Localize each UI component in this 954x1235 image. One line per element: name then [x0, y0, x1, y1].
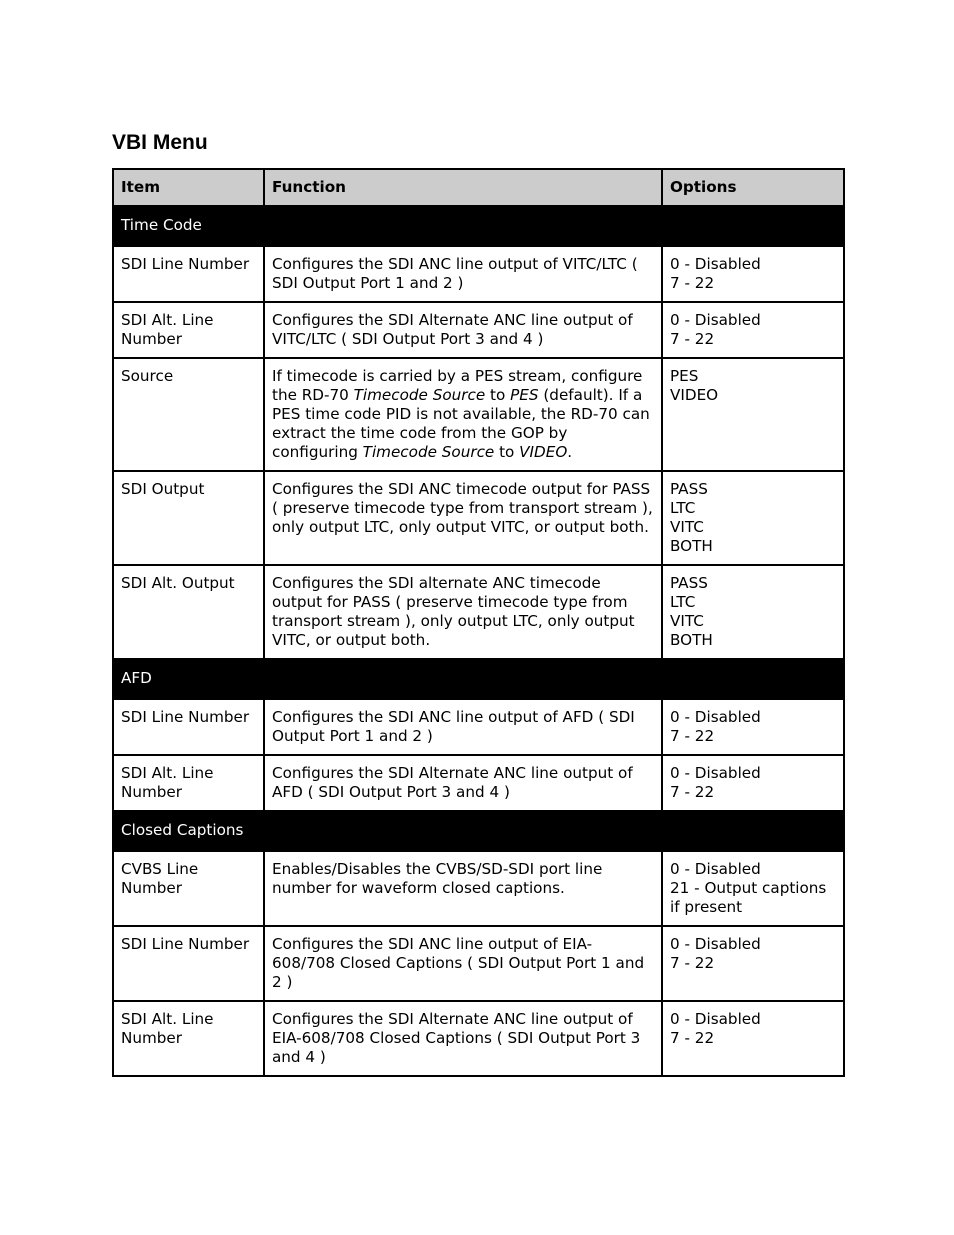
option-value: 7 - 22 [670, 954, 715, 972]
item-cell: SDI Line Number [113, 246, 264, 302]
function-text: to [485, 386, 511, 404]
section-row-closed-captions [113, 811, 844, 851]
item-cell: SDI Alt. Line Number [113, 302, 264, 358]
option-value: PASS [670, 574, 708, 592]
item-cell: SDI Alt. Line Number [113, 755, 264, 811]
function-text: . [567, 443, 573, 461]
item-cell: CVBS Line Number [113, 851, 264, 926]
table-row [113, 358, 844, 471]
section-row-afd [113, 659, 844, 699]
function-cell: Configures the SDI ANC timecode output for PASS ( preserve timecode type from transport stream ), only output LTC, only output VITC, or output both. [264, 471, 662, 565]
option-value: 0 - Disabled [670, 1010, 761, 1028]
function-cell [264, 358, 662, 471]
option-value: BOTH [670, 537, 713, 555]
function-cell: Configures the SDI Alternate ANC line output of EIA-608/708 Closed Captions ( SDI Output Port 3 and 4 ) [264, 1001, 662, 1076]
option-value: PES [670, 367, 699, 385]
item-cell: SDI Alt. Line Number [113, 1001, 264, 1076]
section-label: Time Code [113, 206, 844, 246]
options-cell [662, 699, 844, 755]
function-cell: Configures the SDI ANC line output of EIA-608/708 Closed Captions ( SDI Output Port 1 and 2 ) [264, 926, 662, 1001]
table-header-row [113, 169, 844, 206]
item-cell: SDI Output [113, 471, 264, 565]
option-value: 0 - Disabled [670, 860, 761, 878]
option-value: 21 - Output captions if present [670, 879, 827, 916]
header-item: Item [113, 169, 264, 206]
table-row [113, 755, 844, 811]
options-cell [662, 471, 844, 565]
table-row [113, 699, 844, 755]
options-cell [662, 755, 844, 811]
options-cell [662, 1001, 844, 1076]
options-cell [662, 926, 844, 1001]
option-value: 7 - 22 [670, 274, 715, 292]
option-value: 7 - 22 [670, 727, 715, 745]
function-emphasis: Timecode Source [353, 386, 486, 404]
item-cell: SDI Line Number [113, 926, 264, 1001]
option-value: PASS [670, 480, 708, 498]
option-value: BOTH [670, 631, 713, 649]
vbi-menu-table [112, 168, 845, 1077]
page-title: VBI Menu [112, 131, 208, 154]
options-cell [662, 246, 844, 302]
item-cell: SDI Line Number [113, 699, 264, 755]
function-emphasis: PES [510, 386, 539, 404]
function-cell: Configures the SDI Alternate ANC line output of AFD ( SDI Output Port 3 and 4 ) [264, 755, 662, 811]
option-value: VITC [670, 612, 704, 630]
function-cell: Configures the SDI Alternate ANC line output of VITC/LTC ( SDI Output Port 3 and 4 ) [264, 302, 662, 358]
option-value: VIDEO [670, 386, 719, 404]
function-cell: Configures the SDI ANC line output of AFD ( SDI Output Port 1 and 2 ) [264, 699, 662, 755]
section-label: Closed Captions [113, 811, 844, 851]
option-value: 7 - 22 [670, 330, 715, 348]
function-emphasis: Timecode Source [362, 443, 495, 461]
option-value: 7 - 22 [670, 783, 715, 801]
function-cell: Configures the SDI ANC line output of VITC/LTC ( SDI Output Port 1 and 2 ) [264, 246, 662, 302]
table-row [113, 565, 844, 659]
options-cell [662, 565, 844, 659]
function-text: (default). If a PES time code PID is not available, the RD-70 can extract the time code from the GOP by configuring [272, 386, 650, 461]
header-options: Options [662, 169, 844, 206]
function-cell: Configures the SDI alternate ANC timecode output for PASS ( preserve timecode type from transport stream ), only output LTC, only output VITC, or output both. [264, 565, 662, 659]
option-value: 7 - 22 [670, 1029, 715, 1047]
option-value: 0 - Disabled [670, 255, 761, 273]
header-function: Function [264, 169, 662, 206]
function-cell: Enables/Disables the CVBS/SD-SDI port line number for waveform closed captions. [264, 851, 662, 926]
item-cell: SDI Alt. Output [113, 565, 264, 659]
item-cell: Source [113, 358, 264, 471]
option-value: 0 - Disabled [670, 764, 761, 782]
option-value: 0 - Disabled [670, 708, 761, 726]
table-row [113, 1001, 844, 1076]
options-cell [662, 851, 844, 926]
table-row [113, 302, 844, 358]
section-label: AFD [113, 659, 844, 699]
options-cell [662, 302, 844, 358]
function-emphasis: VIDEO [519, 443, 568, 461]
option-value: 0 - Disabled [670, 311, 761, 329]
table-row [113, 471, 844, 565]
function-text: If timecode is carried by a PES stream, configure the RD-70 [272, 367, 643, 404]
section-row-time-code [113, 206, 844, 246]
table-row [113, 851, 844, 926]
function-text: to [494, 443, 520, 461]
table-row [113, 246, 844, 302]
option-value: VITC [670, 518, 704, 536]
option-value: 0 - Disabled [670, 935, 761, 953]
option-value: LTC [670, 593, 696, 611]
table-row [113, 926, 844, 1001]
option-value: LTC [670, 499, 696, 517]
options-cell [662, 358, 844, 471]
